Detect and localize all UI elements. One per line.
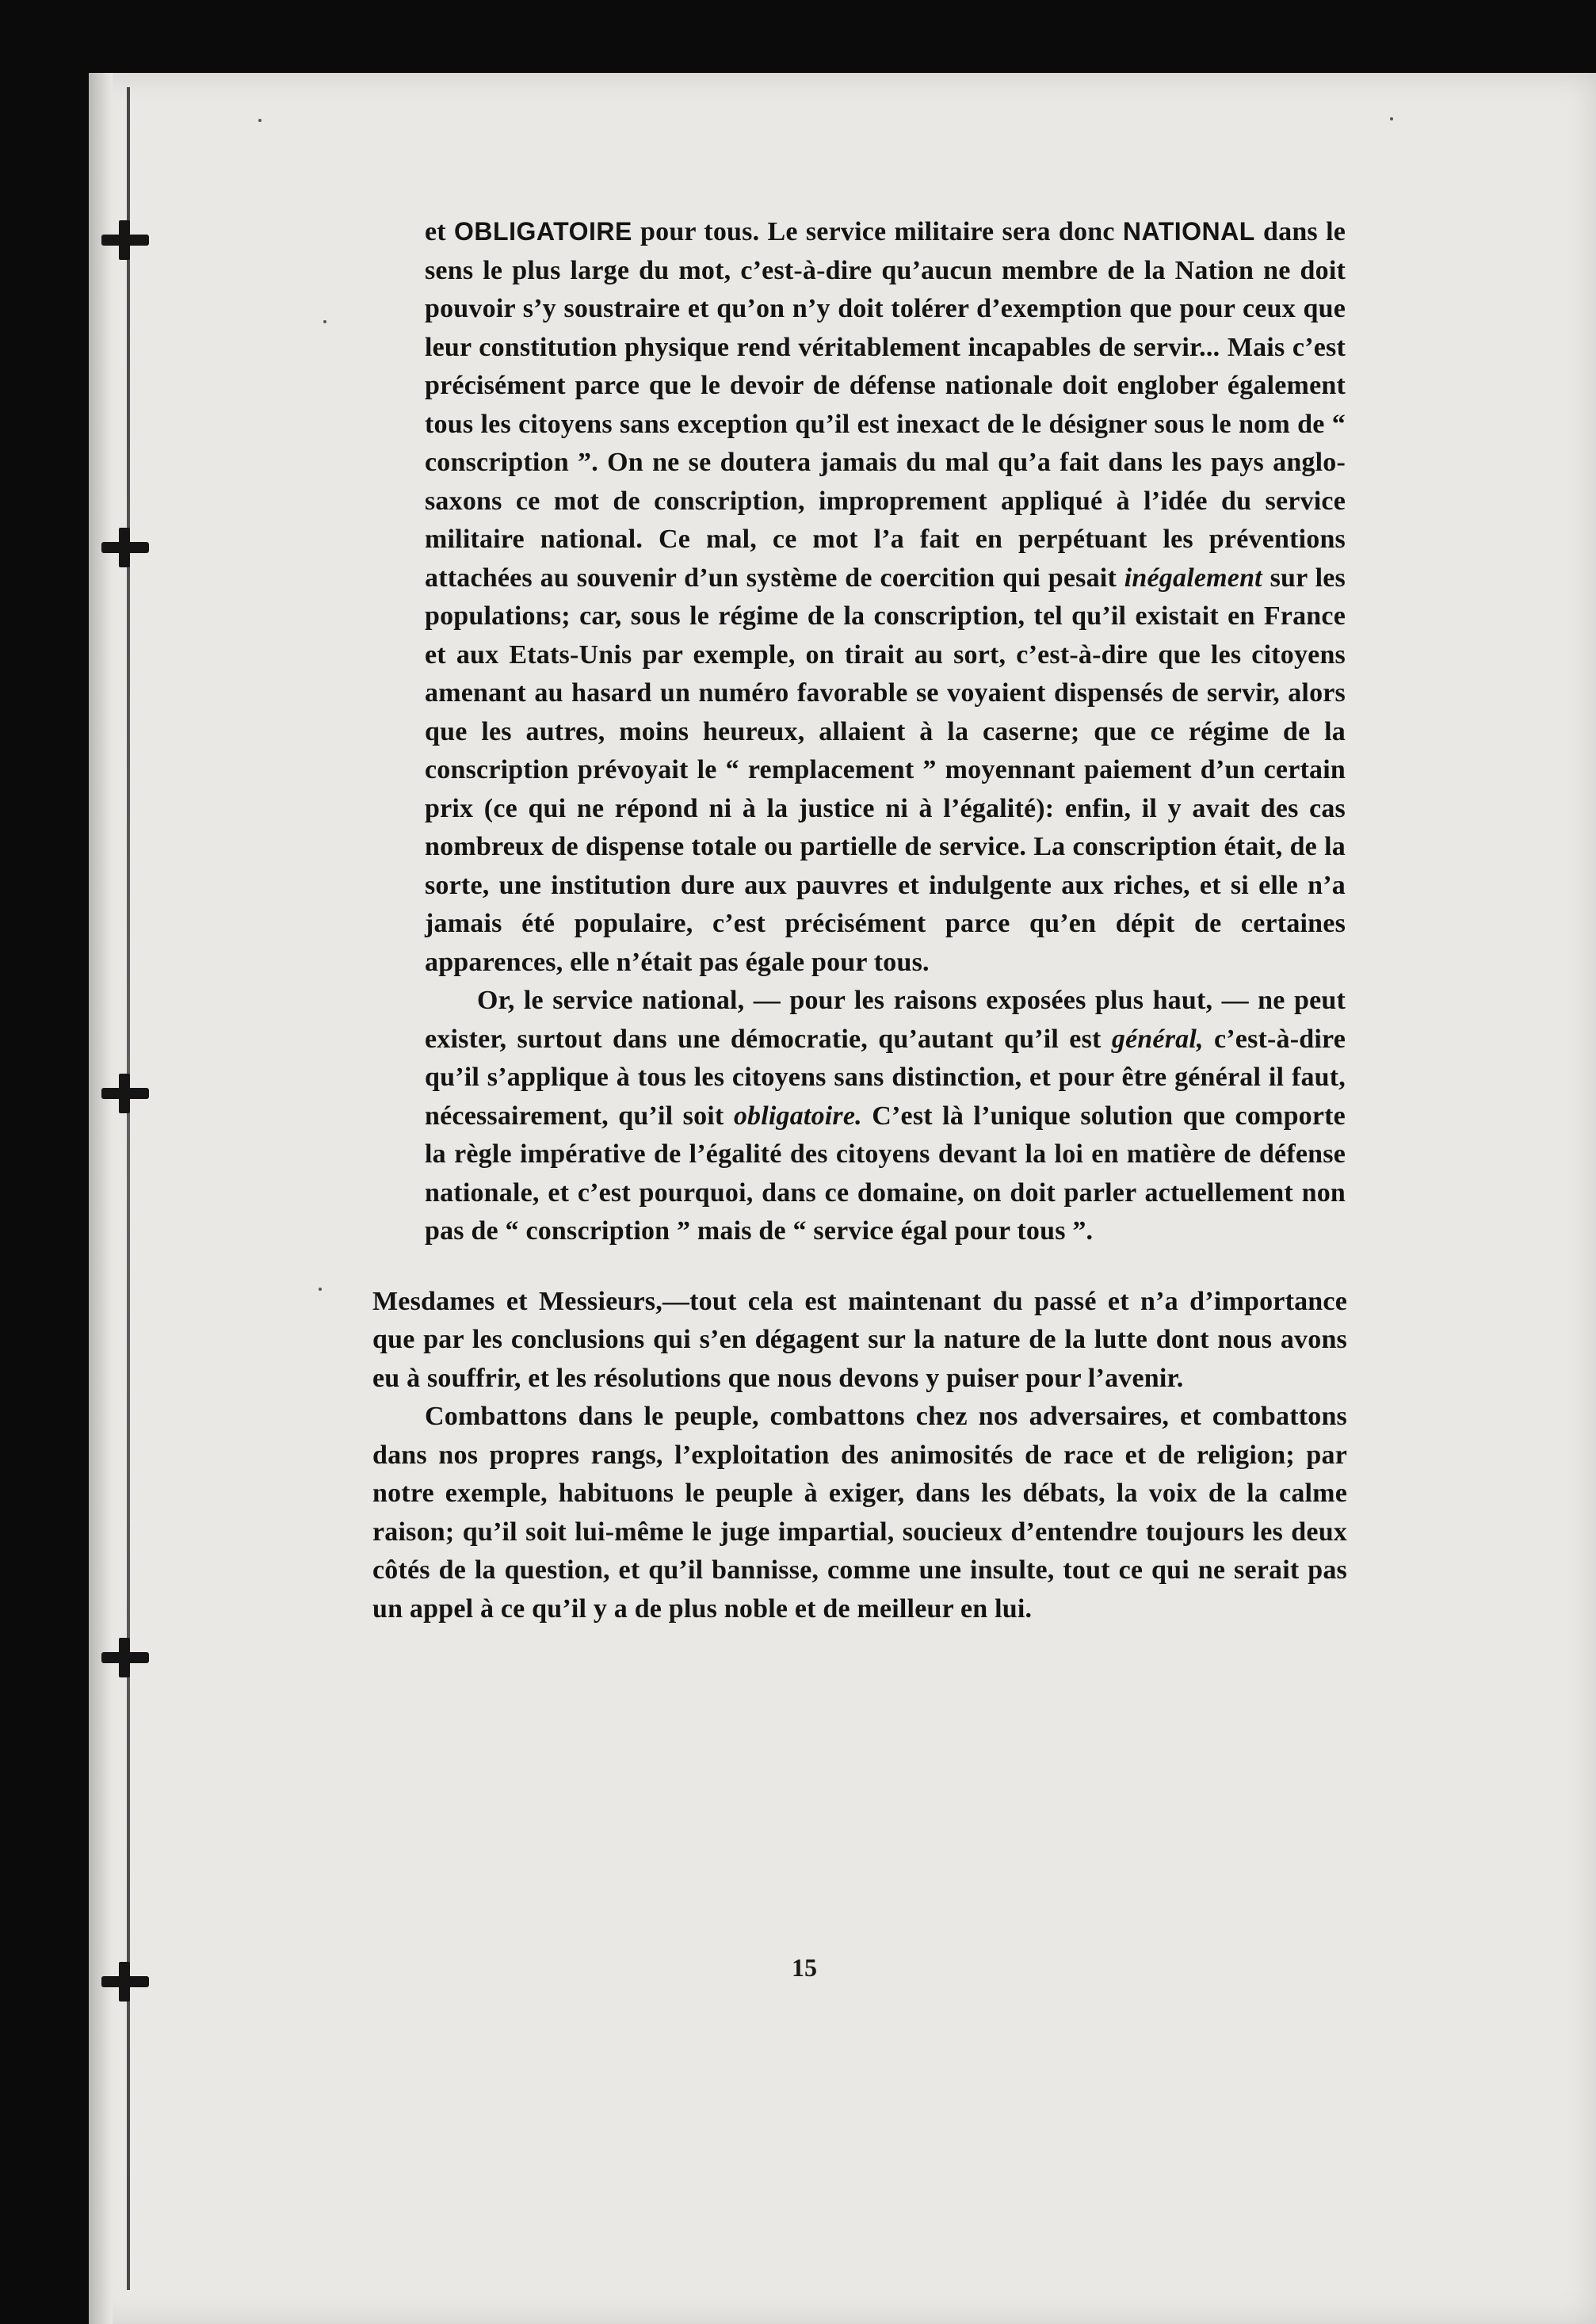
paragraph-3: Mesdames et Messieurs,—tout cela est maintenant du passé et n’a d’importance que par les conclusions qui s’en dégagent sur la nature de la lutte dont nous avons eu à souffrir, et les résolutions que nous devons y puiser pour l’avenir. — [372, 1286, 1347, 1393]
paragraph-2 — [425, 982, 1346, 1251]
body-text — [372, 212, 1347, 1628]
paragraph-4: Combattons dans le peuple, combattons chez nos adversaires, et combattons dans nos propres rangs, l’exploitation des animosités de race et de religion; par notre exemple, habituons le peuple à exiger, dans les débats, la voix de la calme raison; qu’il soit lui-même le juge impartial, soucieux d’entendre toujours les deux côtés de la question, et qu’il bannisse, comme une insulte, tout ce qui ne serait pas un appel à ce qu’il y a de plus noble et de meilleur en lui. — [372, 1402, 1347, 1624]
text-run: pour tous. Le service militaire sera donc — [632, 217, 1123, 246]
emphasis-italic: général, — [1111, 1024, 1204, 1054]
binding-staple — [101, 1088, 149, 1099]
dust-speck — [1390, 117, 1393, 120]
dust-speck — [319, 1288, 322, 1291]
text-run: sur les populations; car, sous le régime de la conscription, tel qu’il existait en France et aux Etats-Unis par exemple, on tirait au sort, c’est-à-dire que les citoyens amenant au hasard un numéro favorable se voyaient dispensés de servir, alors que les autres, moins heureux, allaient à la caserne; que ce régime de la conscription prévoyait le “ remplacement ” moyennant paiement d’un certain prix (ce qui ne répond ni à la justice ni à l’égalité): enfin, il y avait des cas nombreux de dispense totale ou partielle de service. La conscription était, de la sorte, une institution dure aux pauvres et indulgente aux riches, et si elle n’a jamais été populaire, c’est précisément parce qu’en dépit de certaines apparences, elle n’était pas égale pour tous. — [425, 563, 1346, 977]
text-run: C’est là l’unique solution que comporte la règle impérative de l’égalité des citoyens devant la loi en matière de défense nationale, et c’est pourquoi, dans ce domaine, on doit parler actuellement non pas de “ conscription ” mais de “ service égal pour tous ”. — [425, 1101, 1346, 1246]
binding-staple — [101, 235, 149, 246]
text-run: et — [425, 217, 455, 246]
page-number: 15 — [792, 1953, 817, 1982]
paragraph-1 — [425, 212, 1346, 982]
emphasis-italic: obligatoire. — [733, 1101, 862, 1131]
text-run: dans le sens le plus large du mot, c’est-à-dire qu’aucun membre de la Nation ne doit pouvoir s’y soustraire et qu’on n’y doit tolérer d’exemption que pour ceux que leur constitution physique rend véritablement incapables de servir... Mais c’est précisément parce que le devoir de défense nationale doit englober également tous les citoyens sans exception qu’il est inexact de le désigner sous le nom de “ conscription ”. On ne se doutera jamais du mal qu’a fait dans les pays anglo-saxons ce mot de conscription, improprement appliqué à l’idée du service militaire national. Ce mal, ce mot l’a fait en perpétuant les préventions attachées au souvenir d’un système de coercition qui pesait — [425, 217, 1346, 593]
emphasis-caps: NATIONAL — [1122, 217, 1255, 246]
dust-speck — [258, 119, 262, 122]
emphasis-italic: inégalement — [1124, 563, 1262, 593]
emphasis-caps: OBLIGATOIRE — [454, 217, 632, 246]
text-run: Or, le service national, — pour les raisons exposées plus haut, — ne peut exister, surtout dans une démocratie, qu’autant qu’il est — [425, 986, 1346, 1054]
binding-staple — [101, 1652, 149, 1663]
dust-speck — [323, 320, 326, 323]
text-run: c’est-à-dire qu’il s’applique à tous les citoyens sans distinction, et pour être général il faut, nécessairement, qu’il soit — [425, 1024, 1346, 1131]
binding-staple — [101, 1976, 149, 1987]
binding-thread — [127, 87, 130, 2290]
binding-staple — [101, 542, 149, 553]
paragraph-spacer — [372, 1251, 1347, 1283]
